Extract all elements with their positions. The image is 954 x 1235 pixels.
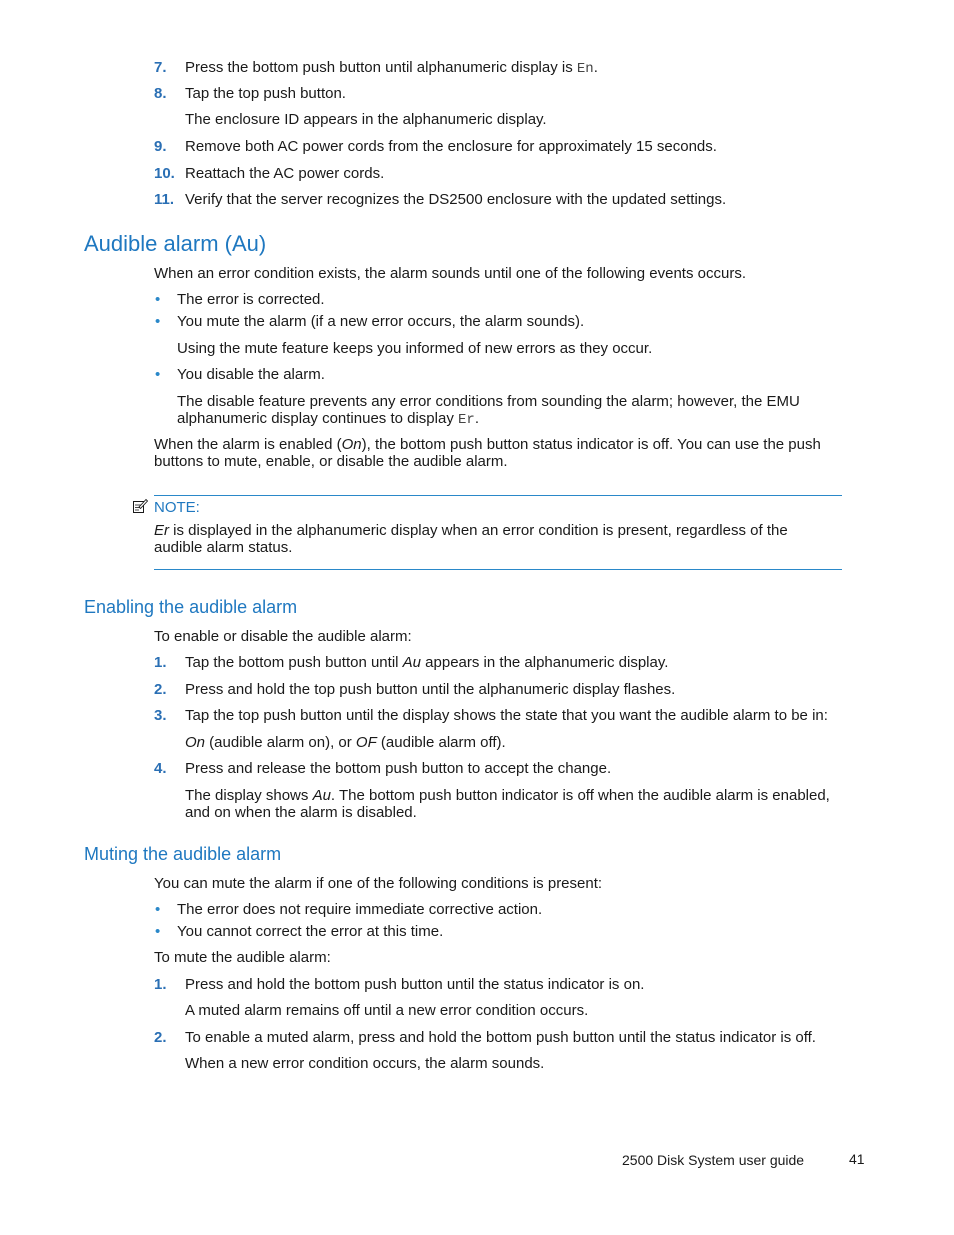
step-4-result: The display shows Au. The bottom push button indicator is off when the audible alarm is enabled, and on when the alarm is disabled. bbox=[185, 787, 830, 821]
heading-audible-alarm: Audible alarm (Au) bbox=[84, 231, 267, 256]
step-text: Tap the bottom push button until Au appears in the alphanumeric display. bbox=[185, 654, 669, 671]
step-2-result: When a new error condition occurs, the alarm sounds. bbox=[185, 1055, 545, 1072]
bullet-text: You disable the alarm. bbox=[177, 366, 325, 383]
step-number: 7. bbox=[154, 59, 167, 76]
enabling-intro: To enable or disable the audible alarm: bbox=[154, 628, 412, 645]
audible-intro: When an error condition exists, the alarm sounds until one of the following events occurs. bbox=[154, 265, 746, 282]
page-number: 41 bbox=[849, 1151, 865, 1167]
step-text: Press and hold the top push button until the alphanumeric display flashes. bbox=[185, 681, 676, 698]
step-number: 2. bbox=[154, 681, 167, 698]
step-text: Tap the top push button until the display shows the state that you want the audible alarm to be in: bbox=[185, 707, 828, 724]
step-number: 8. bbox=[154, 85, 167, 102]
bullet-icon: • bbox=[155, 313, 161, 330]
step-number: 3. bbox=[154, 707, 167, 724]
step-text: Remove both AC power cords from the enclosure for approximately 15 seconds. bbox=[185, 138, 717, 155]
step-1-result: A muted alarm remains off until a new error condition occurs. bbox=[185, 1002, 589, 1019]
note-pencil-icon bbox=[132, 498, 148, 514]
bullet-icon: • bbox=[155, 366, 161, 383]
bullet-text: The error is corrected. bbox=[177, 291, 325, 308]
step-text: Press and release the bottom push button to accept the change. bbox=[185, 760, 612, 777]
note-top-rule bbox=[154, 495, 842, 496]
bullet-icon: • bbox=[155, 923, 161, 940]
note-bottom-rule bbox=[154, 569, 842, 570]
step-number: 11. bbox=[154, 191, 175, 208]
step-3-options: On (audible alarm on), or OF (audible alarm off). bbox=[185, 734, 506, 751]
step-text: Press the bottom push button until alphanumeric display is En. bbox=[185, 59, 598, 77]
bullet-text: You mute the alarm (if a new error occurs, the alarm sounds). bbox=[177, 313, 585, 330]
step-number: 1. bbox=[154, 976, 167, 993]
step-text: Reattach the AC power cords. bbox=[185, 165, 385, 182]
muting-intro: You can mute the alarm if one of the following conditions is present: bbox=[154, 875, 603, 892]
disable-feature-note: The disable feature prevents any error conditions from sounding the alarm; however, the EMU alphanumeric display continues to display Er. bbox=[177, 393, 800, 428]
alarm-enabled-paragraph: When the alarm is enabled (On), the bottom push button status indicator is off. You can use the push buttons to mute, enable, or disable the audible alarm. bbox=[154, 436, 821, 470]
step-8-result: The enclosure ID appears in the alphanumeric display. bbox=[185, 111, 547, 128]
mute-feature-note: Using the mute feature keeps you informed of new errors as they occur. bbox=[177, 340, 653, 357]
step-number: 4. bbox=[154, 760, 167, 777]
step-text: To enable a muted alarm, press and hold the bottom push button until the status indicator is off. bbox=[185, 1029, 816, 1046]
step-text: Press and hold the bottom push button until the status indicator is on. bbox=[185, 976, 645, 993]
note-label: NOTE: bbox=[154, 499, 200, 516]
step-text: Tap the top push button. bbox=[185, 85, 346, 102]
note-text: Er is displayed in the alphanumeric display when an error condition is present, regardless of the audible alarm status. bbox=[154, 522, 788, 556]
step-number: 2. bbox=[154, 1029, 167, 1046]
bullet-text: The error does not require immediate corrective action. bbox=[177, 901, 543, 918]
footer-title: 2500 Disk System user guide bbox=[622, 1152, 805, 1168]
step-number: 9. bbox=[154, 138, 167, 155]
bullet-text: You cannot correct the error at this time. bbox=[177, 923, 444, 940]
bullet-icon: • bbox=[155, 291, 161, 308]
bullet-icon: • bbox=[155, 901, 161, 918]
heading-muting-audible-alarm: Muting the audible alarm bbox=[84, 844, 282, 864]
step-number: 1. bbox=[154, 654, 167, 671]
to-mute-intro: To mute the audible alarm: bbox=[154, 949, 331, 966]
step-text: Verify that the server recognizes the DS2500 enclosure with the updated settings. bbox=[185, 191, 727, 208]
heading-enabling-audible-alarm: Enabling the audible alarm bbox=[84, 597, 298, 617]
step-number: 10. bbox=[154, 165, 175, 182]
